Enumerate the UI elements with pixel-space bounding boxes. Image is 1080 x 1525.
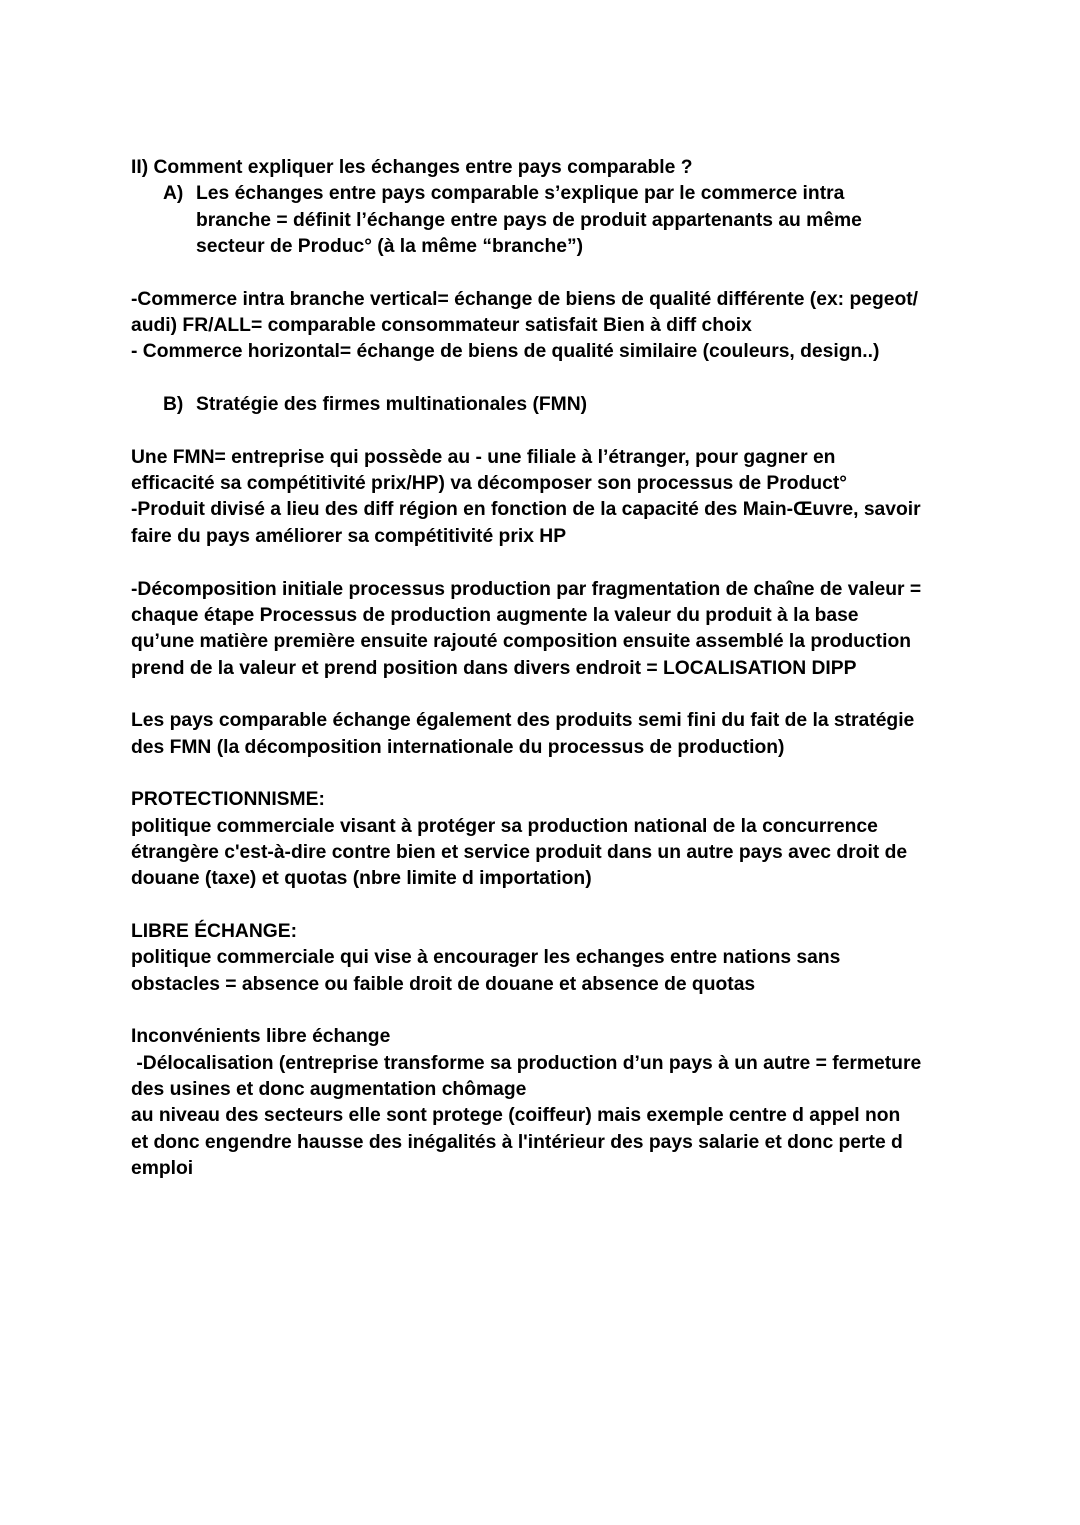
inconvenients-heading: Inconvénients libre échange (131, 1026, 391, 1048)
protectionnisme-line: étrangère c'est-à-dire contre bien et service produit dans un autre pays avec droit de (131, 841, 908, 863)
section-b-label: B) (163, 394, 184, 416)
section-b-heading (131, 392, 1031, 418)
section-b-title: Stratégie des firmes multinationales (FMN) (196, 394, 588, 416)
protectionnisme-line: douane (taxe) et quotas (nbre limite d importation) (131, 868, 592, 890)
libre-echange-heading: LIBRE ÉCHANGE: (131, 920, 298, 942)
semi-fini-line: des FMN (la décomposition internationale du processus de production) (131, 736, 785, 758)
semi-fini-line: Les pays comparable échange également des produits semi fini du fait de la stratégie (131, 710, 915, 732)
section-a-text: Les échanges entre pays comparable s’explique par le commerce intra (196, 183, 845, 205)
inconvenients-line: au niveau des secteurs elle sont protege (coiffeur) mais exemple centre d appel non (131, 1105, 901, 1127)
inconvenients-line: -Délocalisation (entreprise transforme sa production d’un pays à un autre = fermeture (131, 1052, 922, 1074)
protectionnisme-heading: PROTECTIONNISME: (131, 789, 325, 811)
inconvenients-line: emploi (131, 1158, 194, 1180)
fmn-line: faire du pays améliorer sa compétitivité prix HP (131, 525, 567, 547)
decomposition-line: qu’une matière première ensuite rajouté composition ensuite assemblé la production (131, 631, 912, 653)
inconvenients-line: des usines et donc augmentation chômage (131, 1079, 527, 1101)
commerce-line: -Commerce intra branche vertical= échange de biens de qualité différente (ex: pegeot/ (131, 288, 919, 310)
libre-echange-line: politique commerciale qui vise à encourager les echanges entre nations sans (131, 947, 841, 969)
commerce-line: - Commerce horizontal= échange de biens de qualité similaire (couleurs, design..) (131, 341, 880, 363)
decomposition-line: -Décomposition initiale processus production par fragmentation de chaîne de valeur = (131, 578, 922, 600)
fmn-line: efficacité sa compétitivité prix/HP) va décomposer son processus de Product° (131, 473, 847, 495)
document-page (131, 155, 1031, 1182)
section-a-line (131, 181, 1031, 207)
decomposition-line: chaque étape Processus de production augmente la valeur du produit à la base (131, 604, 859, 626)
section-a-line: secteur de Produc° (à la même “branche”) (196, 236, 584, 258)
protectionnisme-line: politique commerciale visant à protéger sa production national de la concurrence (131, 815, 878, 837)
libre-echange-line: obstacles = absence ou faible droit de douane et absence de quotas (131, 973, 756, 995)
section-a-line: branche = définit l’échange entre pays de produit appartenants au même (196, 209, 862, 231)
decomposition-line: prend de la valeur et prend position dans divers endroit = LOCALISATION DIPP (131, 657, 857, 679)
inconvenients-line: et donc engendre hausse des inégalités à l'intérieur des pays salarie et donc perte d (131, 1131, 903, 1153)
commerce-line: audi) FR/ALL= comparable consommateur satisfait Bien à diff choix (131, 315, 752, 337)
fmn-line: Une FMN= entreprise qui possède au - une filiale à l’étranger, pour gagner en (131, 446, 836, 468)
section-a-label: A) (163, 183, 184, 205)
fmn-line: -Produit divisé a lieu des diff région en fonction de la capacité des Main-Œuvre, savoir (131, 499, 921, 521)
section-title: II) Comment expliquer les échanges entre pays comparable ? (131, 157, 693, 178)
